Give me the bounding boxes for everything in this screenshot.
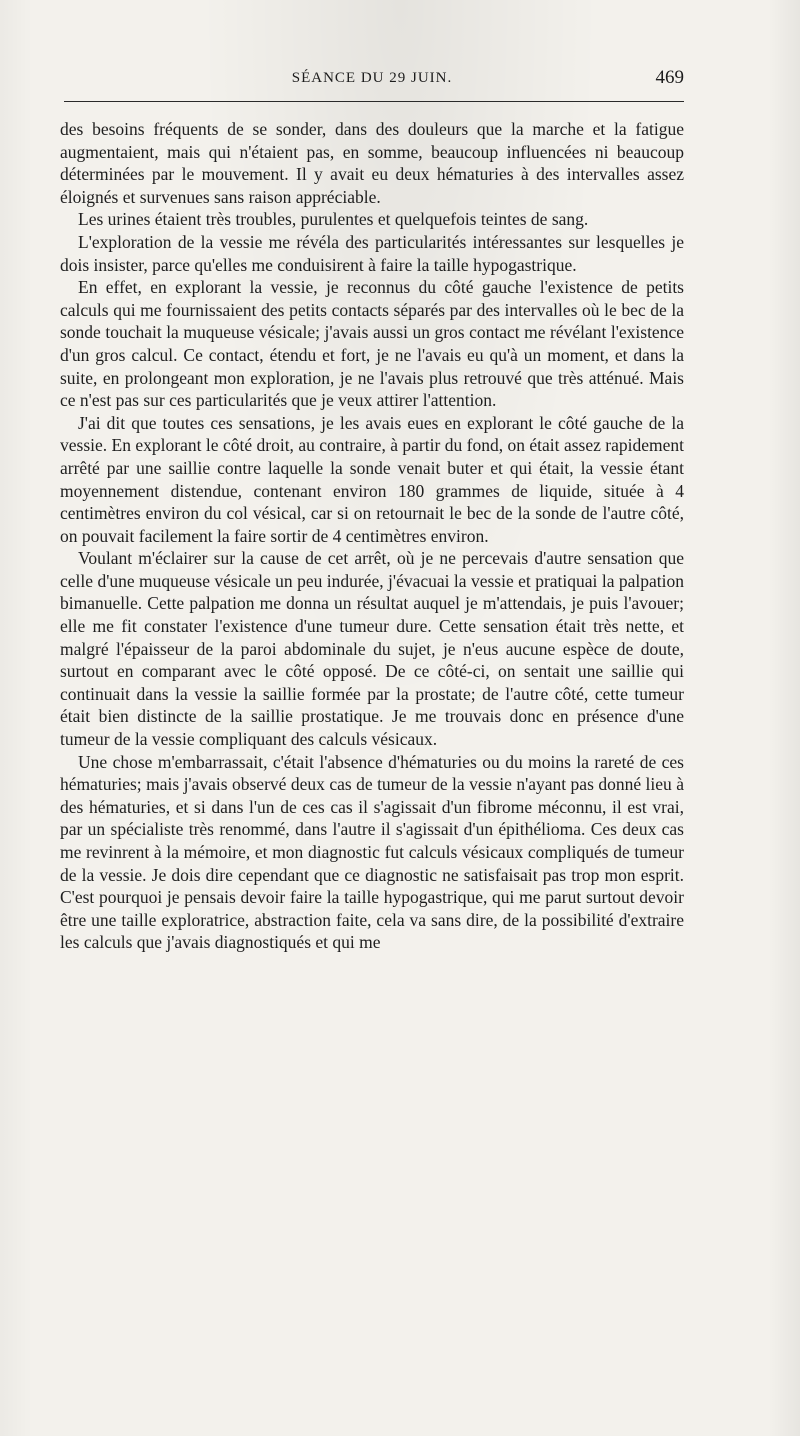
paragraph: En effet, en explorant la vessie, je reconnus du côté gauche l'existence de petits calculs qui me fournissaient des petits contacts séparés par des intervalles où le bec de la sonde touchait la muqueuse vésicale; j'avais aussi un gros contact me révélant l'existence d'un gros calcul. Ce contact, étendu et fort, je ne l'avais eu qu'à un moment, et dans la suite, en prolongeant mon exploration, je ne l'avais plus retrouvé que très atténué. Mais ce n'est pas sur ces particularités que je veux attirer l'attention. <box>60 277 684 411</box>
body-text <box>60 118 684 954</box>
paragraph: Les urines étaient très troubles, purulentes et quelquefois teintes de sang. <box>78 209 589 230</box>
paragraph: L'exploration de la vessie me révéla des particularités intéressantes sur lesquelles je dois insister, parce qu'elles me conduisirent à faire la taille hypogastrique. <box>60 231 684 275</box>
page-number: 469 <box>655 67 684 88</box>
paragraph: Une chose m'embarrassait, c'était l'absence d'hématuries ou du moins la rareté de ces hématuries; mais j'avais observé deux cas de tumeur de la vessie n'ayant pas donné lieu à des hématuries, et si dans l'un de ces cas il s'agissait d'un fibrome méconnu, il est vrai, par un spécialiste très renommé, dans l'autre il s'agissait d'un épithélioma. Ces deux cas me revinrent à la mémoire, et mon diagnostic fut calculs vésicaux compliqués de tumeur de la vessie. Je dois dire cependant que ce diagnostic ne satisfaisait pas trop mon esprit. C'est pourquoi je pensais devoir faire la taille hypogastrique, qui me parut surtout devoir être une taille exploratrice, abstraction faite, cela va sans dire, de la possibilité d'extraire les calculs que j'avais diagnostiqués et qui me <box>60 751 684 953</box>
header-rule <box>64 101 684 102</box>
running-title: SÉANCE DU 29 JUIN. <box>291 70 453 86</box>
paragraph: des besoins fréquents de se sonder, dans des douleurs que la marche et la fatigue augmentaient, mais qui n'étaient pas, en somme, beaucoup influencées ni beaucoup déterminées par le mouvement. Il y avait eu deux hématuries à des intervalles assez éloignés et survenues sans raison appréciable. <box>60 119 684 207</box>
paragraph: Voulant m'éclairer sur la cause de cet arrêt, où je ne percevais d'autre sensation que celle d'une muqueuse vésicale un peu indurée, j'évacuai la vessie et pratiquai la palpation bimanuelle. Cette palpation me donna un résultat auquel je m'attendais, je puis l'avouer; elle me fit constater l'existence d'une tumeur dure. Cette sensation était très nette, et malgré l'épaisseur de la paroi abdominale du sujet, je n'eus aucune espèce de doute, surtout en comparant avec le côté opposé. De ce côté-ci, on sentait une saillie qui continuait dans la vessie la saillie formée par la prostate; de l'autre côté, cette tumeur était bien distincte de la saillie prostatique. Je me trouvais donc en présence d'une tumeur de la vessie compliquant des calculs vésicaux. <box>60 548 684 750</box>
page-header <box>60 66 684 94</box>
paragraph: J'ai dit que toutes ces sensations, je les avais eues en explorant le côté gauche de la vessie. En explorant le côté droit, au contraire, à partir du fond, on était assez rapidement arrêté par une saillie contre laquelle la sonde venait buter et qui était, la vessie étant moyennement distendue, contenant environ 180 grammes de liquide, située à 4 centimètres environ du col vésical, car si on retournait le bec de la sonde de l'autre côté, on pouvait facilement la faire sortir de 4 centimètres environ. <box>60 412 684 546</box>
